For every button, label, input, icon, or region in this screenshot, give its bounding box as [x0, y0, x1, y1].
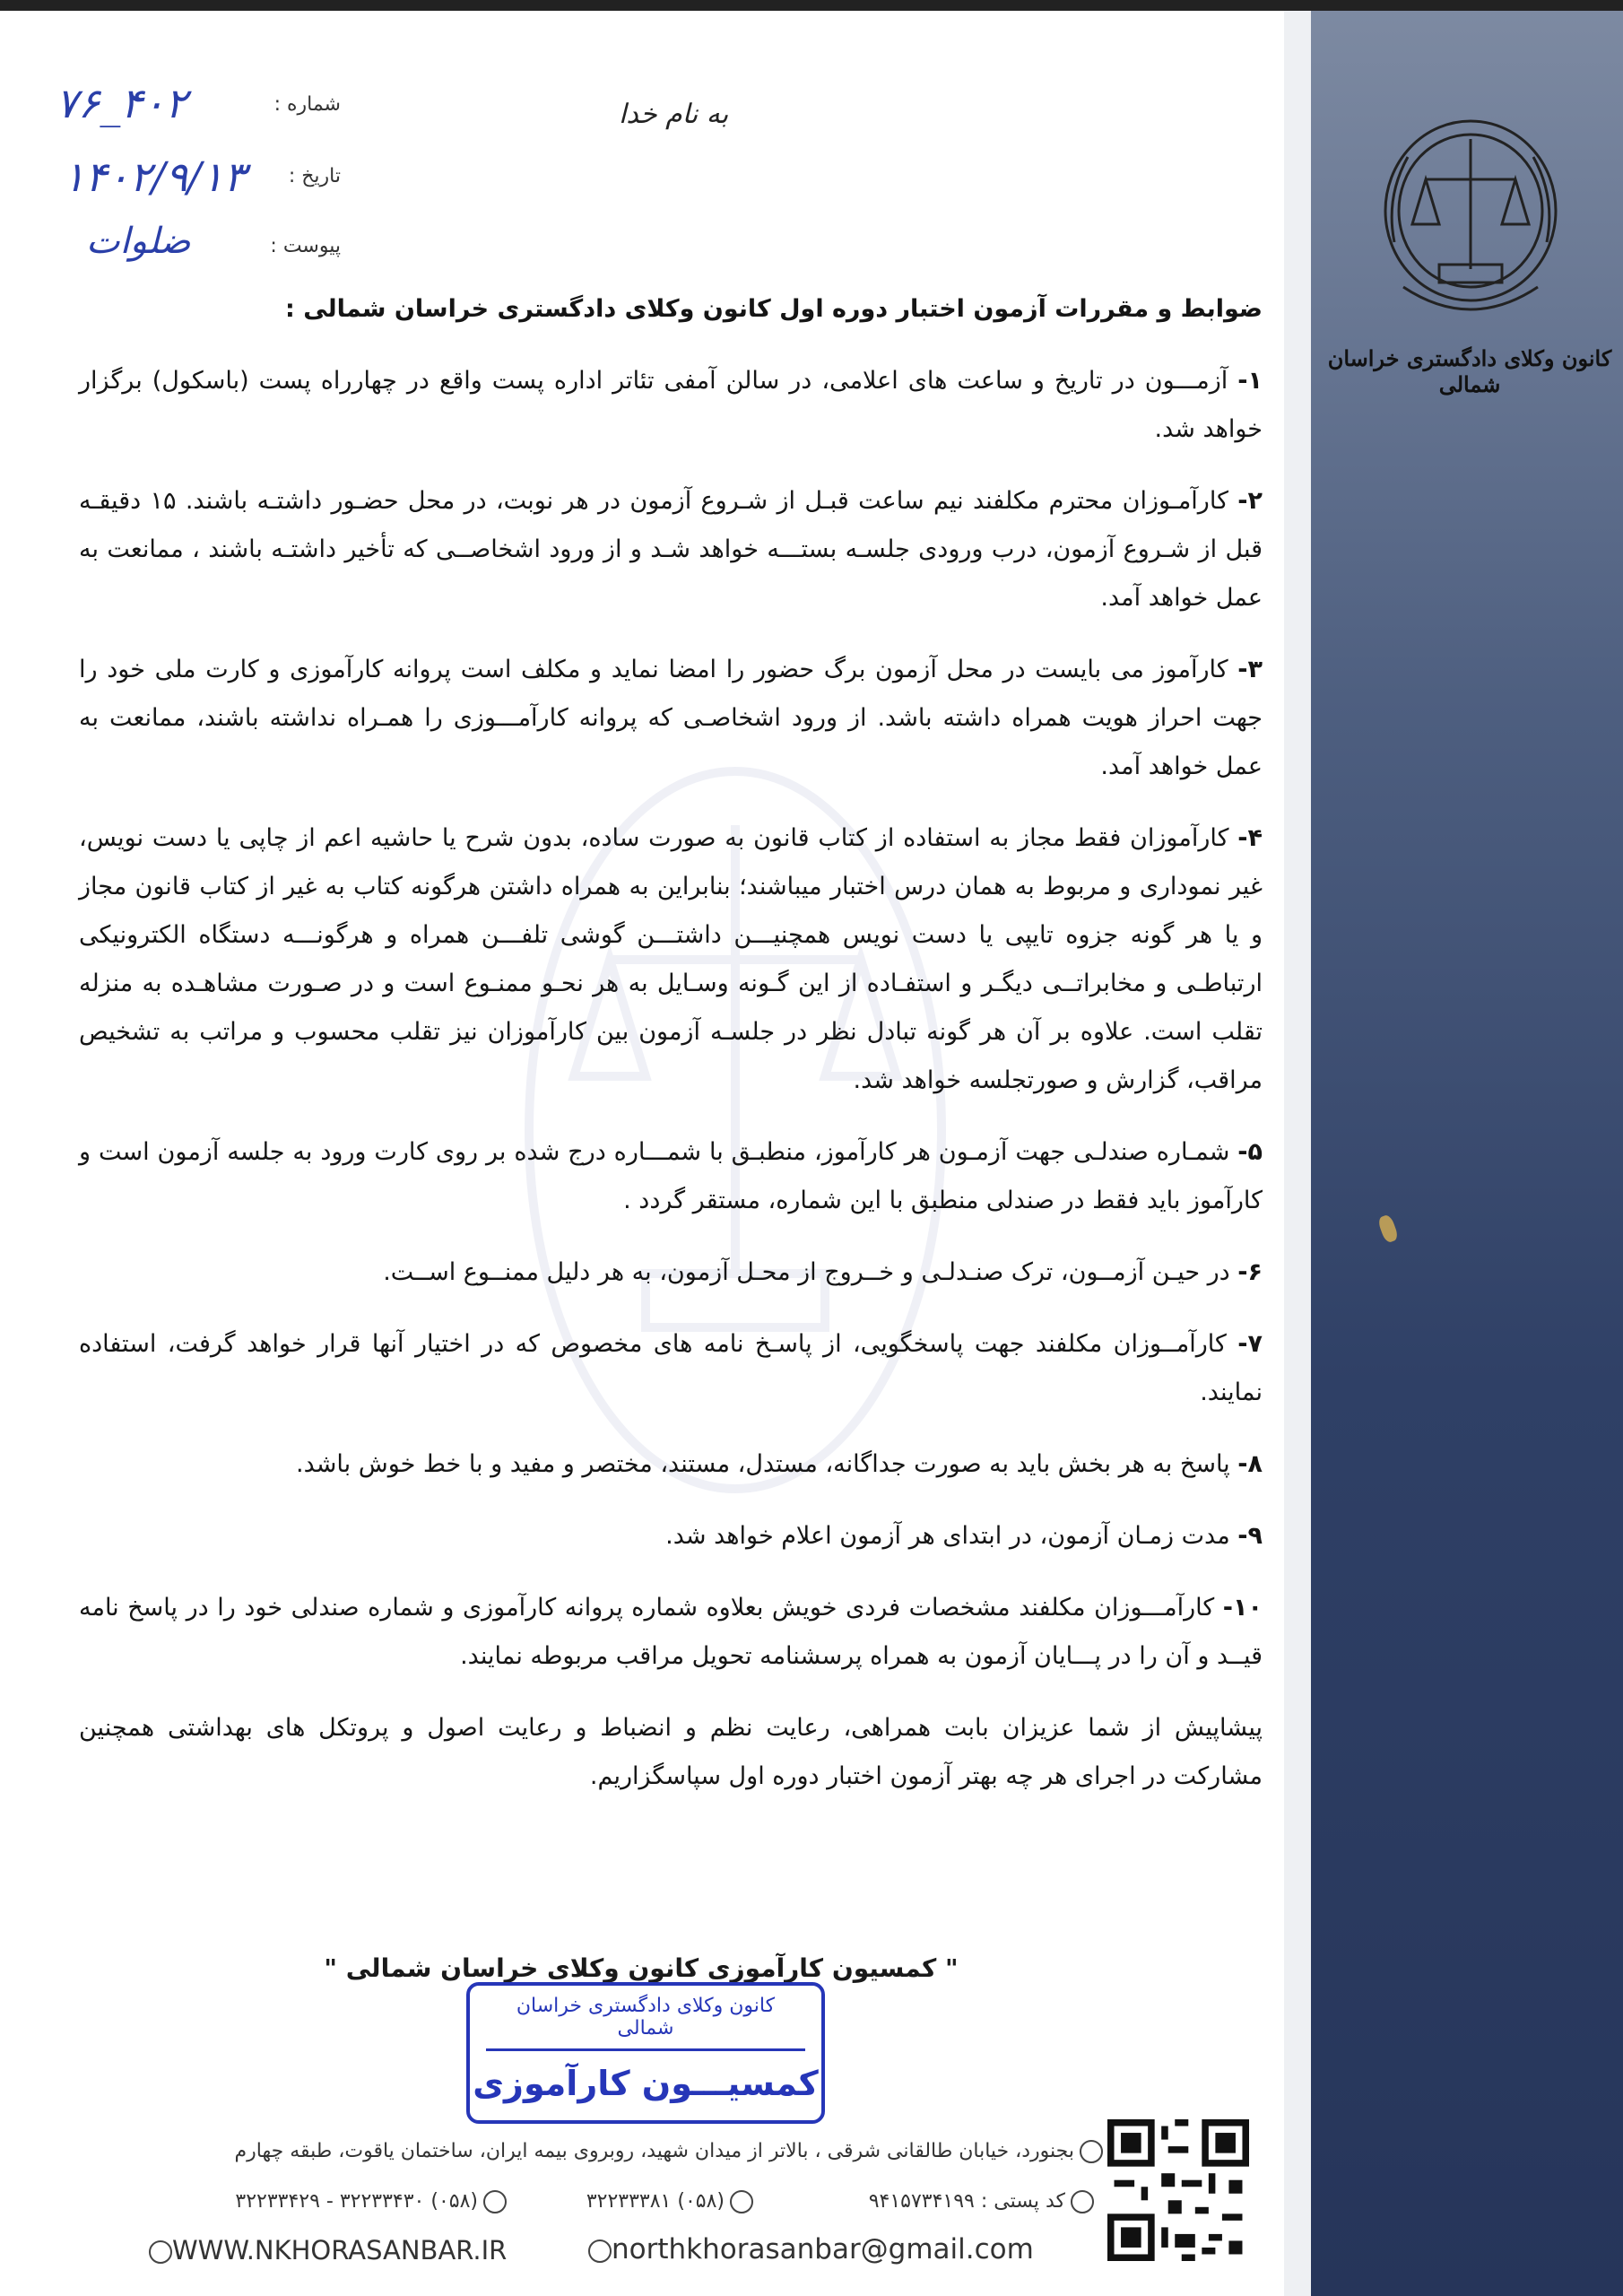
number-value: ۴۰۲_۷۶: [56, 79, 187, 127]
stamp-org-name: کانون وکلای دادگستری خراسان شمالی: [486, 1995, 805, 2051]
footer-fax: (۰۵۸) ۳۲۲۳۳۳۸۱: [586, 2190, 753, 2213]
footer-postal-code: کد پستی : ۹۴۱۵۷۳۴۱۹۹: [869, 2190, 1094, 2213]
attachment-value: ضلوات: [86, 221, 191, 262]
envelope-icon: [1071, 2190, 1094, 2213]
qr-code-icon: [1107, 2118, 1249, 2262]
rule-item: ۹- مدت زمـان آزمون، در ابتدای هر آزمون اعلام خواهد شد.: [665, 1522, 1263, 1550]
rule-item: ۱- آزمـــون در تاریخ و ساعت های اعلامی، در سالن آمفی تئاتر اداره پست واقع در چهارراه پست (باسکول) برگزار خواهد شد.: [79, 367, 1263, 443]
date-label: تاریخ :: [288, 165, 341, 187]
rule-item: ۱۰- کارآمـــوزان مکلفند مشخصات فردی خویش بعلاوه شماره پروانه کارآموزی و شماره صندلی خود را در پاسخ نامه قیــد و آن را در پـــایان آزمون به همراه پرسشنامه تحویل مراقب مربوطه نمایند.: [79, 1594, 1263, 1670]
letter-title: ضوابط و مقررات آزمون اختبار دوره اول کانون وکلای دادگستری خراسان شمالی :: [285, 295, 1263, 323]
footer-email[interactable]: northkhorasanbar@gmail.com: [583, 2233, 1034, 2266]
rule-item: ۵- شمـاره صندلـی جهت آزمـون هر کارآموز، منطبـق با شمـــاره درج شده بر روی کارت ورود به جلسه آزمون است و کارآموز باید فقط در صندلی منطبق با این شماره، مستقر گردد .: [79, 1138, 1263, 1214]
fax-icon: [730, 2190, 753, 2213]
bar-association-emblem-icon: [1367, 108, 1574, 332]
phone-icon: [483, 2190, 507, 2213]
globe-icon: [149, 2240, 172, 2264]
footer-phones: (۰۵۸) ۳۲۲۳۳۴۳۰ - ۳۲۲۳۳۴۲۹: [235, 2190, 507, 2213]
attachment-label: پیوست :: [270, 235, 341, 257]
rule-item: ۶- در حیـن آزمــون، ترک صنـدلـی و خــروج از محـل آزمون، به هر دلیل ممنــوع اســت.: [383, 1258, 1263, 1286]
scan-top-edge: [0, 0, 1623, 11]
signature-line: " کمسیون کارآموزی کانون وکلای خراسان شمالی ": [324, 1953, 959, 1983]
rule-item: ۴- کارآموزان فقط مجاز به استفاده از کتاب قانون به صورت ساده، بدون شرح یا حاشیه اعم از چاپی یا دست نویس، غیر نموداری و مربوط به همان درس اختبار میباشند؛ بنابراین به همراه داشتن هرگونه کتاب به غیر از کتاب قانون مجاز و یا هر گونه جزوه تایپی یا دست نویس همچنیـــن داشتـــن گوشی تلفـــن همراه و هرگونـــه دستگاه الکترونیکی ارتباطـی و مخابراتــی دیگـر و استفـاده از این گـونه وسـایل به هر نحـو ممنـوع است و در صـورت مشاهـده به منزله تقلب است. علاوه بر آن هر گونه تبادل نظر در جلسـه آزمون بین کارآموزان نیز تقلب محسوب و مراتب به تشخیص مراقب، گزارش و صورتجلسه خواهد شد.: [79, 824, 1263, 1094]
closing-paragraph: پیشاپیش از شما عزیزان بابت همراهی، رعایت نظم و انضباط و رعایت اصول و پروتکل های بهداشتی همچنین مشارکت در اجرای هر چه بهتر آزمون اختبار دوره اول سپاسگزاریم.: [79, 1714, 1263, 1790]
stamp-commission-name: کمسیـــون کارآموزی: [473, 2064, 819, 2103]
email-icon: [588, 2239, 612, 2263]
rule-item: ۸- پاسخ به هر بخش باید به صورت جداگانه، مستدل، مستند، مختصر و مفید و با خط خوش باشد.: [296, 1450, 1263, 1478]
footer-website[interactable]: WWW.NKHORASANBAR.IR: [143, 2235, 507, 2266]
location-pin-icon: [1080, 2140, 1103, 2163]
bismillah-heading: به نام خدا: [619, 99, 729, 130]
footer-address: بجنورد، خیابان طالقانی شرقی ، بالاتر از میدان شهید، روبروی بیمه ایران، ساختمان یاقوت، طبقه چهارم: [235, 2140, 1103, 2163]
letter-body: [79, 285, 1263, 1824]
date-value: ۱۴۰۲/۹/۱۳: [63, 152, 246, 201]
rule-item: ۷- کارآمــوزان مکلفند جهت پاسخگویی، از پاسـخ نامه های مخصوص که در اختیار آنها قرار خواهد گرفت، استفاده نمایند.: [79, 1330, 1263, 1406]
number-label: شماره :: [273, 93, 341, 116]
rule-item: ۳- کارآموز می بایست در محل آزمون برگ حضور را امضا نماید و مکلف است پروانه کارآموزی و کارت ملی خود را جهت احراز هویت همراه داشته باشد. از ورود اشخاصـی که پروانه کارآمـــوزی را همـراه نداشته باشند، ممانعت به عمل خواهد آمد.: [79, 656, 1263, 780]
sidebar-org-name: کانون وکلای دادگستری خراسان شمالی: [1327, 345, 1612, 397]
rule-item: ۲- کارآمـوزان محترم مکلفند نیم ساعت قبـل از شـروع آزمون در هر نوبت، در محل حضـور داشتـه باشند. ۱۵ دقیقـه قبل از شـروع آزمون، درب ورودی جلسـه بستـــه خواهد شـد و از ورود اشخاصــی که تأخیر داشتـه باشند ، ممانعت به عمل خواهد آمد.: [79, 487, 1263, 612]
sidebar-margin: [1284, 11, 1311, 2296]
commission-stamp: [466, 1982, 825, 2124]
